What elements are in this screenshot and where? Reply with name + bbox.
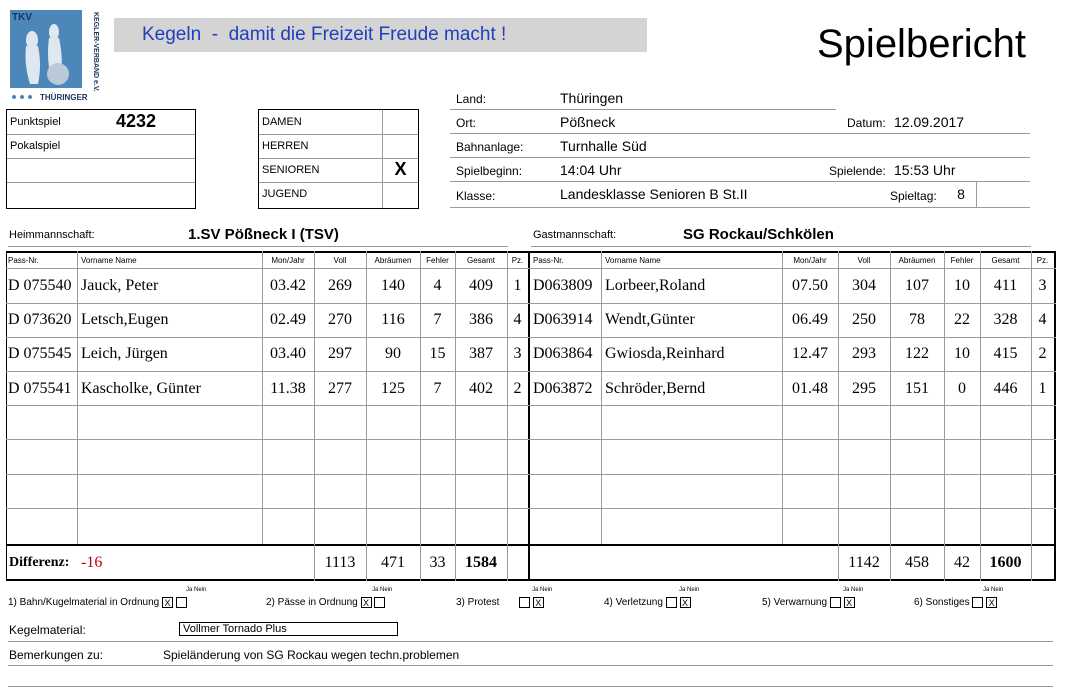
home-gesamt: 387 [469,345,493,362]
home-gesamt: 409 [469,277,493,294]
home-pass: D 075541 [8,380,72,397]
home-fehler: 7 [433,380,442,397]
guest-pz: 1 [1038,380,1047,397]
col-abr-home: Abräumen [374,256,412,265]
home-fehler: 7 [433,311,442,328]
col-name-guest: Vorname Name [605,256,661,265]
home-pass: D 073620 [8,311,72,328]
match-info [450,86,1040,211]
guest-voll: 295 [852,380,876,397]
kegelmaterial-label: Kegelmaterial: [9,623,86,637]
spieltag-value: 8 [957,186,965,202]
punktspiel-number: 4232 [116,111,157,131]
check-label: 1) Bahn/Kugelmaterial in Ordnung [8,597,160,609]
check-ja-box[interactable] [972,597,983,608]
guest-gesamt: 446 [993,380,1018,397]
col-gesamt-home: Gesamt [466,256,495,265]
guest-fehler: 22 [954,311,970,328]
guest-pass: D063809 [533,277,593,294]
bemerkungen-label: Bemerkungen zu: [9,648,104,662]
ja-nein-caption: Ja Nein [372,587,393,593]
guest-pass: D063872 [533,380,593,397]
home-total-voll: 1113 [324,554,356,571]
col-abr-guest: Abräumen [898,256,936,265]
guest-total-gesamt: 1600 [989,554,1022,571]
logo-text-tkv: TKV [12,12,32,23]
col-voll-guest: Voll [857,256,871,265]
guest-name: Schröder,Bernd [605,380,706,397]
check-nein-box[interactable]: X [680,597,691,608]
guest-fehler: 10 [954,277,970,294]
category-label-senioren: SENIOREN [262,164,320,176]
klasse-value: Landesklasse Senioren B St.II [560,186,748,202]
ja-nein-caption: Ja Nein [983,587,1004,593]
home-abr: 125 [381,380,405,397]
page-title: Spielbericht [817,22,1027,66]
home-fehler: 15 [429,345,446,362]
guest-mj: 07.50 [792,277,828,294]
col-mj-guest: Mon/Jahr [793,256,827,265]
home-pass: D 075540 [8,277,72,294]
col-gesamt-guest: Gesamt [991,256,1020,265]
home-gesamt: 402 [469,380,493,397]
guest-voll: 250 [852,311,876,328]
check-label: 6) Sonstiges [914,597,970,609]
guest-pz: 3 [1038,277,1047,294]
col-pass-guest: Pass-Nr. [533,256,564,265]
check-sonstiges [914,597,997,608]
ja-nein-caption: Ja Nein [679,587,700,593]
guest-abr: 78 [909,311,925,328]
check-ja-box[interactable]: X [162,597,173,608]
guest-voll: 304 [852,277,876,294]
ja-nein-caption: Ja Nein [186,587,207,593]
guest-total-voll: 1142 [848,554,880,571]
category-label-damen: DAMEN [262,116,302,128]
home-gesamt: 386 [469,311,493,328]
check-paesse [266,597,385,608]
guest-name: Gwiosda,Reinhard [605,345,725,362]
spielende-label: Spielende: [829,164,886,178]
col-voll-home: Voll [333,256,347,265]
home-total-abr: 471 [381,554,405,571]
kegelmaterial-field[interactable]: Vollmer Tornado Plus [179,622,398,636]
guest-team-name: SG Rockau/Schkölen [683,226,834,243]
home-name: Jauck, Peter [81,277,159,294]
check-ja-box[interactable] [830,597,841,608]
guest-fehler: 10 [954,345,970,362]
home-name: Leich, Jürgen [81,345,168,362]
guest-pz: 4 [1038,311,1047,328]
home-team-label: Heimmannschaft: [9,229,95,241]
check-label: 3) Protest [456,597,500,609]
game-type-box [6,109,196,209]
col-pz-home: Pz. [511,256,524,265]
guest-total-fehler: 42 [954,554,970,571]
check-label: 5) Verwarnung [762,597,828,609]
check-verwarnung [762,597,855,608]
home-pz: 2 [513,380,522,397]
home-voll: 297 [328,345,352,362]
guest-pass: D063914 [533,311,593,328]
pokalspiel-label: Pokalspiel [10,140,61,152]
guest-team-label: Gastmannschaft: [533,229,617,241]
home-pz: 1 [513,277,522,294]
land-value: Thüringen [560,90,624,106]
ja-nein-caption: Ja Nein [532,587,553,593]
guest-abr: 122 [905,345,929,362]
home-pz: 4 [513,311,522,328]
home-voll: 270 [328,311,352,328]
home-total-gesamt: 1584 [465,554,497,571]
guest-abr: 151 [905,380,929,397]
guest-pass: D063864 [533,345,593,362]
logo-text-bottom: THÜRINGER [40,93,88,102]
check-ja-box[interactable] [519,597,530,608]
bemerkungen-value: Spieländerung von SG Rockau wegen techn.problemen [163,648,460,662]
datum-value: 12.09.2017 [894,114,965,130]
tkv-logo [10,10,102,102]
col-mj-home: Mon/Jahr [271,256,305,265]
guest-mj: 06.49 [792,311,828,328]
guest-gesamt: 411 [993,277,1018,294]
guest-total-abr: 458 [905,554,929,571]
ort-value: Pößneck [560,114,616,130]
home-name: Kascholke, Günter [81,380,201,397]
check-nein-box[interactable]: X [533,597,544,608]
home-abr: 90 [385,345,401,362]
check-ja-box[interactable] [666,597,677,608]
logo-text-side: KEGLER-VERBAND e.V. [92,12,99,92]
home-mj: 03.42 [270,277,306,294]
home-pz: 3 [513,345,522,362]
differenz-value: -16 [81,554,103,571]
col-pass-home: Pass-Nr. [8,256,39,265]
guest-voll: 293 [852,345,876,362]
check-bahn [8,597,187,608]
category-mark-senioren: X [394,159,407,179]
guest-abr: 107 [905,277,929,294]
home-total-fehler: 33 [429,554,446,571]
guest-fehler: 0 [958,380,966,397]
bahnanlage-value: Turnhalle Süd [560,138,647,154]
spielende-value: 15:53 Uhr [894,162,956,178]
guest-gesamt: 415 [993,345,1018,362]
guest-name: Wendt,Günter [605,311,695,328]
spielbeginn-value: 14:04 Uhr [560,162,622,178]
home-voll: 277 [328,380,352,397]
ort-label: Ort: [456,116,476,130]
datum-label: Datum: [847,116,886,130]
home-abr: 140 [381,277,405,294]
check-nein-box[interactable]: X [986,597,997,608]
guest-pz: 2 [1038,345,1047,362]
check-nein-box[interactable] [374,597,385,608]
home-fehler: 4 [433,277,442,294]
ja-nein-caption: Ja Nein [843,587,864,593]
home-mj: 03.40 [270,345,306,362]
category-label-jugend: JUGEND [262,188,308,200]
home-team-name: 1.SV Pößneck I (TSV) [188,226,339,243]
check-protest [456,597,544,608]
home-mj: 11.38 [270,380,306,397]
home-voll: 269 [328,277,352,294]
col-fehler-guest: Fehler [950,256,974,265]
home-pass: D 075545 [8,345,72,362]
check-label: 2) Pässe in Ordnung [266,597,358,609]
slogan-banner: Kegeln - damit die Freizeit Freude macht ! [114,18,647,52]
check-ja-box[interactable]: X [361,597,372,608]
spielbeginn-label: Spielbeginn: [456,164,523,178]
check-nein-box[interactable] [176,597,187,608]
guest-gesamt: 328 [993,311,1018,328]
guest-mj: 12.47 [792,345,828,362]
klasse-label: Klasse: [456,189,496,203]
spieltag-label: Spieltag: [890,189,937,203]
check-verletzung [604,597,691,608]
col-pz-guest: Pz. [1036,256,1049,265]
check-label: 4) Verletzung [604,597,663,609]
guest-name: Lorbeer,Roland [605,277,706,294]
land-label: Land: [456,92,487,106]
guest-mj: 01.48 [792,380,828,397]
check-nein-box[interactable]: X [844,597,855,608]
punktspiel-label: Punktspiel [10,116,61,128]
category-label-herren: HERREN [262,140,309,152]
bahnanlage-label: Bahnanlage: [456,140,524,154]
col-name-home: Vorname Name [81,256,137,265]
differenz-label: Differenz: [9,555,70,570]
category-box [258,109,419,209]
col-fehler-home: Fehler [426,256,449,265]
home-abr: 116 [381,311,405,328]
home-name: Letsch,Eugen [81,311,169,328]
home-mj: 02.49 [270,311,306,328]
